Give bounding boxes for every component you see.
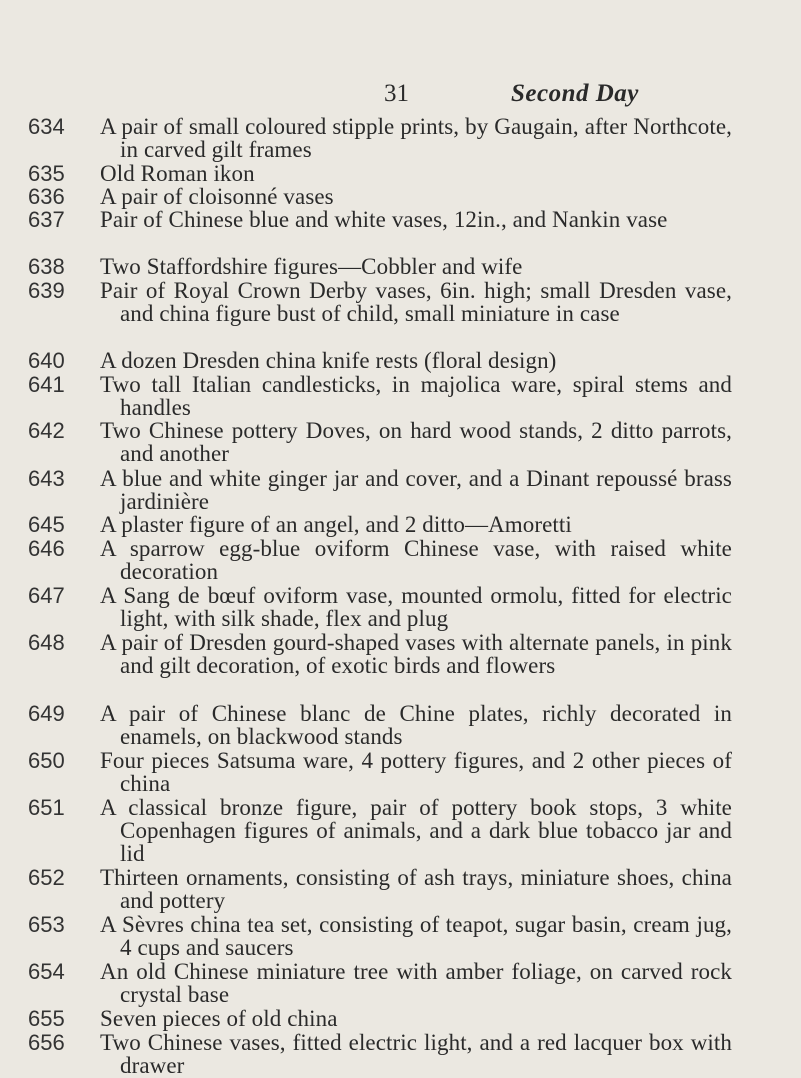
lot-number: 642 bbox=[28, 418, 65, 443]
lot-number: 649 bbox=[28, 701, 65, 726]
lot-description: A pair of Chinese blanc de Chine plates, richly decorated in enamels, on blackwood stands bbox=[100, 701, 732, 749]
lot-description: A pair of cloisonné vases bbox=[100, 184, 334, 209]
lot-description: Old Roman ikon bbox=[100, 161, 255, 186]
lot-description: Two Chinese pottery Doves, on hard wood stands, 2 ditto parrots, and another bbox=[100, 418, 732, 466]
lot-description: A Sèvres china tea set, consisting of teapot, sugar basin, cream jug, 4 cups and saucers bbox=[100, 912, 732, 960]
lot-number: 655 bbox=[28, 1006, 65, 1031]
page-header bbox=[0, 80, 801, 110]
lot-description: Two tall Italian candlesticks, in majolica ware, spiral stems and handles bbox=[100, 372, 732, 420]
lot-number: 635 bbox=[28, 161, 65, 186]
lot-number: 641 bbox=[28, 372, 65, 397]
lot-description: Two Staffordshire figures—Cobbler and wife bbox=[100, 254, 523, 279]
lot-description: Pair of Chinese blue and white vases, 12in., and Nankin vase bbox=[100, 207, 668, 232]
lot-description: Two Chinese vases, fitted electric light, and a red lacquer box with drawer bbox=[100, 1030, 732, 1078]
lot-number: 640 bbox=[28, 348, 65, 373]
lot-number: 652 bbox=[28, 865, 65, 890]
lot-description: A pair of Dresden gourd-shaped vases with alternate panels, in pink and gilt decoration, of exotic birds and flowers bbox=[100, 630, 732, 678]
page-number: 31 bbox=[384, 80, 409, 107]
lot-description: A pair of small coloured stipple prints, by Gaugain, after Northcote, in carved gilt frames bbox=[100, 114, 732, 162]
lot-number: 643 bbox=[28, 466, 65, 491]
lot-number: 639 bbox=[28, 278, 65, 303]
lot-number: 638 bbox=[28, 254, 65, 279]
lot-number: 634 bbox=[28, 114, 65, 139]
lot-number: 653 bbox=[28, 912, 65, 937]
lot-number: 636 bbox=[28, 184, 65, 209]
lot-number: 646 bbox=[28, 536, 65, 561]
lot-number: 651 bbox=[28, 795, 65, 820]
lot-number: 647 bbox=[28, 583, 65, 608]
lot-number: 654 bbox=[28, 959, 65, 984]
day-title: Second Day bbox=[511, 80, 639, 107]
lot-description: Four pieces Satsuma ware, 4 pottery figures, and 2 other pieces of china bbox=[100, 748, 732, 796]
lot-number: 648 bbox=[28, 630, 65, 655]
lot-description: A classical bronze figure, pair of pottery book stops, 3 white Copenhagen figures of animals, and a dark blue tobacco jar and lid bbox=[100, 795, 732, 866]
lot-number: 637 bbox=[28, 207, 65, 232]
lot-description: A plaster figure of an angel, and 2 ditto—Amoretti bbox=[100, 512, 572, 537]
lot-description: Pair of Royal Crown Derby vases, 6in. high; small Dresden vase, and china figure bust of child, small miniature in case bbox=[100, 278, 732, 326]
lot-description: A blue and white ginger jar and cover, and a Dinant repoussé brass jardinière bbox=[100, 466, 732, 514]
lot-number: 650 bbox=[28, 748, 65, 773]
lot-description: An old Chinese miniature tree with amber foliage, on carved rock crystal base bbox=[100, 959, 732, 1007]
lot-description: A dozen Dresden china knife rests (floral design) bbox=[100, 348, 557, 373]
lot-description: Seven pieces of old china bbox=[100, 1006, 338, 1031]
lot-description: Thirteen ornaments, consisting of ash trays, miniature shoes, china and pottery bbox=[100, 865, 732, 913]
lot-description: A Sang de bœuf oviform vase, mounted ormolu, fitted for electric light, with silk shade, flex and plug bbox=[100, 583, 732, 631]
lot-number: 656 bbox=[28, 1030, 65, 1055]
lot-description: A sparrow egg-blue oviform Chinese vase, with raised white decoration bbox=[100, 536, 732, 584]
lot-number: 645 bbox=[28, 512, 65, 537]
